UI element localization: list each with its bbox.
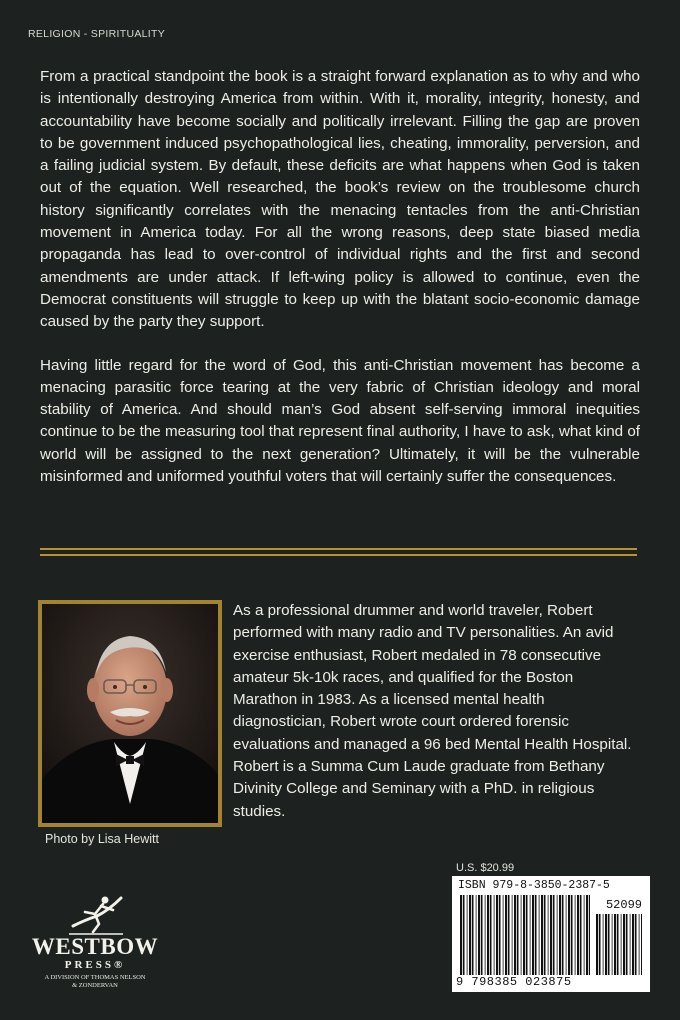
ean-digits: 9 798385 023875 — [456, 975, 572, 989]
barcode-bar — [505, 895, 507, 975]
barcode-bar — [577, 895, 579, 975]
photo-credit: Photo by Lisa Hewitt — [45, 832, 159, 846]
barcode-bar — [532, 895, 534, 975]
barcode-bar — [580, 895, 582, 975]
barcode-bar — [460, 895, 462, 975]
barcode-bar — [512, 895, 513, 975]
barcode-bar — [617, 914, 619, 975]
barcode-bar — [521, 895, 522, 975]
barcode-bar — [630, 914, 631, 975]
publisher-division-line-2: & ZONDERVAN — [72, 982, 118, 989]
publisher-press: PRESS® — [64, 959, 126, 971]
price-label: U.S. $20.99 — [456, 862, 515, 874]
barcode-bar — [472, 895, 474, 975]
barcode-bar — [584, 895, 585, 975]
barcode-bar — [566, 895, 567, 975]
barcode-bars-addon — [596, 914, 642, 975]
barcode-bar — [539, 895, 540, 975]
barcode-bar — [550, 895, 552, 975]
barcode-bar — [586, 895, 588, 975]
barcode-bar — [568, 895, 570, 975]
barcode-bar — [485, 895, 486, 975]
barcode-bar — [517, 895, 519, 975]
publisher-division-line-1: A DIVISION OF THOMAS NELSON — [44, 974, 146, 981]
barcode-bar — [603, 914, 604, 975]
barcode-bar — [596, 914, 598, 975]
barcode-bar — [544, 895, 546, 975]
barcode-bar — [608, 914, 610, 975]
barcode-bar — [571, 895, 573, 975]
barcode-bars-main — [460, 895, 590, 975]
barcode-bar — [557, 895, 558, 975]
barcode-bar — [463, 895, 465, 975]
back-cover-blurb — [40, 66, 640, 509]
barcode-bar — [476, 895, 477, 975]
barcode-bar — [467, 895, 468, 975]
author-bio: As a professional drummer and world traveler, Robert performed with many radio and TV personalities. An avid exercise enthusiast, Robert medaled in 78 consecutive amateur 5k-10k races, and qualified for the Boston Marathon in 1983. As a licensed mental health diagnostician, Robert wrote court ordered forensic evaluations and managed a 96 bed Mental Health Hospital. Robert is a Summa Cum Laude graduate from Bethany Divinity College and Seminary with a PhD. in religious studies. — [233, 602, 632, 820]
barcode-bar — [490, 895, 492, 975]
barcode-bar — [599, 914, 601, 975]
barcode-bar — [639, 914, 640, 975]
barcode-bar — [481, 895, 483, 975]
barcode-bar — [496, 895, 498, 975]
barcode-bar — [635, 914, 637, 975]
category-label: RELIGION - SPIRITUALITY — [28, 28, 166, 40]
barcode-bar — [605, 914, 607, 975]
barcode-bar — [626, 914, 628, 975]
barcode-bar — [494, 895, 495, 975]
barcode-bar — [623, 914, 625, 975]
barcode-bar — [553, 895, 555, 975]
barcode-bar — [559, 895, 561, 975]
barcode-bar — [523, 895, 525, 975]
leaping-figure-icon — [65, 890, 127, 936]
barcode-bar — [508, 895, 510, 975]
barcode-bar — [632, 914, 634, 975]
barcode-bar — [612, 914, 613, 975]
westbow-press-logo — [20, 890, 170, 1006]
barcode-bar — [503, 895, 504, 975]
barcode-bar — [530, 895, 531, 975]
barcode-bar — [487, 895, 489, 975]
barcode-bar — [641, 914, 642, 975]
gold-divider — [40, 548, 637, 556]
barcode-bar — [526, 895, 528, 975]
barcode-bar — [589, 895, 590, 975]
author-photo — [42, 604, 218, 823]
barcode-bar — [562, 895, 564, 975]
author-photo-frame — [38, 600, 222, 827]
barcode-bar — [535, 895, 537, 975]
barcode-bar — [469, 895, 471, 975]
barcode-bar — [548, 895, 549, 975]
blurb-paragraph-2: Having little regard for the word of God, this anti-Christian movement has become a menacing parasitic force tearing at the very fabric of Christian ideology and moral stability of America. And should man’s God absent self-serving immoral inequities continue to be the measuring tool that represent final authority, I have to ask, what kind of world will be assigned to the next generation? Ultimately, it will be the vulnerable misinformed and uniformed youthful voters that will certainly suffer the consequences. — [40, 356, 640, 486]
isbn-label: ISBN 979-8-3850-2387-5 — [458, 879, 610, 892]
blurb-paragraph-1: From a practical standpoint the book is a straight forward explanation as to why and who is intentionally destroying America from within. With it, morality, integrity, honesty, and accountability have become socially and politically irrelevant. Filling the gap are proven to be government induced psychopathological lies, cheating, immorality, perversion, and a failing judicial system. By default, these deficits are what happens when God is taken out of the equation. Well researched, the book’s review on the troublesome church history significantly correlates with the menacing tentacles from the anti-Christian movement in America today. For all the wrong reasons, deep state biased media propaganda has lead to over-control of individual rights and the first and second amendments are under attack. If left-wing policy is allowed to continue, even the Democrat constituents will struggle to keep up with the blatant socio-economic damage caused by the party they support. — [40, 68, 640, 331]
price-code: 52099 — [605, 898, 642, 912]
publisher-name: WESTBOW — [31, 934, 159, 959]
barcode-bar — [514, 895, 516, 975]
barcode-bar — [478, 895, 480, 975]
barcode-bar — [614, 914, 616, 975]
barcode-bar — [575, 895, 576, 975]
isbn-barcode — [452, 876, 650, 992]
barcode-bar — [499, 895, 501, 975]
barcode-bar — [541, 895, 543, 975]
publisher-division — [20, 974, 170, 990]
barcode-bar — [621, 914, 622, 975]
